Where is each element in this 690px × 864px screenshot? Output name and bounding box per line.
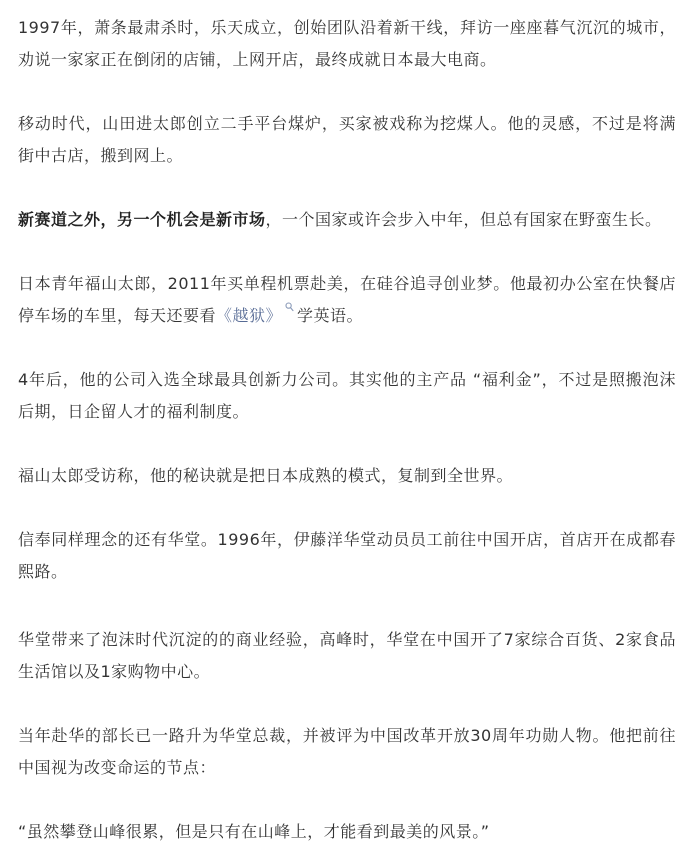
paragraph-4	[18, 268, 676, 332]
highlight-text: 新赛道之外，另一个机会是新市场	[18, 210, 266, 229]
paragraph-text: 日本青年福山太郎，2011年买单程机票赴美，在硅谷追寻创业梦。他最初办公室在快餐店停车场的车里，每天还要看	[18, 274, 676, 325]
paragraph-7: 信奉同样理念的还有华堂。1996年，伊藤洋华堂动员员工前往中国开店，首店开在成都春熙路。	[18, 530, 676, 581]
paragraph-3	[18, 204, 676, 236]
paragraph-text: ，一个国家或许会步入中年，但总有国家在野蛮生长。	[265, 210, 662, 229]
keyword-link-prison-break[interactable]: 《越狱》	[216, 306, 283, 325]
paragraph-1: 1997年，萧条最肃杀时，乐天成立，创始团队沿着新干线，拜访一座座暮气沉沉的城市，劝说一家家正在倒闭的店铺，上网开店，最终成就日本最大电商。	[18, 18, 676, 69]
paragraph-9: 当年赴华的部长已一路升为华堂总裁，并被评为中国改革开放30周年功勋人物。他把前往中国视为改变命运的节点：	[18, 726, 676, 777]
quote-paragraph: “虽然攀登山峰很累，但是只有在山峰上，才能看到最美的风景。”	[18, 822, 490, 841]
paragraph-8: 华堂带来了泡沫时代沉淀的的商业经验，高峰时，华堂在中国开了7家综合百货、2家食品生活馆以及1家购物中心。	[18, 630, 676, 681]
paragraph-text: 学英语。	[297, 306, 364, 325]
paragraph-6: 福山太郎受访称，他的秘诀就是把日本成熟的模式，复制到全世界。	[18, 466, 514, 485]
paragraph-2: 移动时代，山田进太郎创立二手平台煤炉，买家被戏称为挖煤人。他的灵感，不过是将满街中古店，搬到网上。	[18, 114, 676, 165]
paragraph-5: 4年后，他的公司入选全球最具创新力公司。其实他的主产品 “福利金”，不过是照搬泡沫后期，日企留人才的福利制度。	[18, 370, 676, 421]
search-icon[interactable]	[285, 300, 295, 316]
